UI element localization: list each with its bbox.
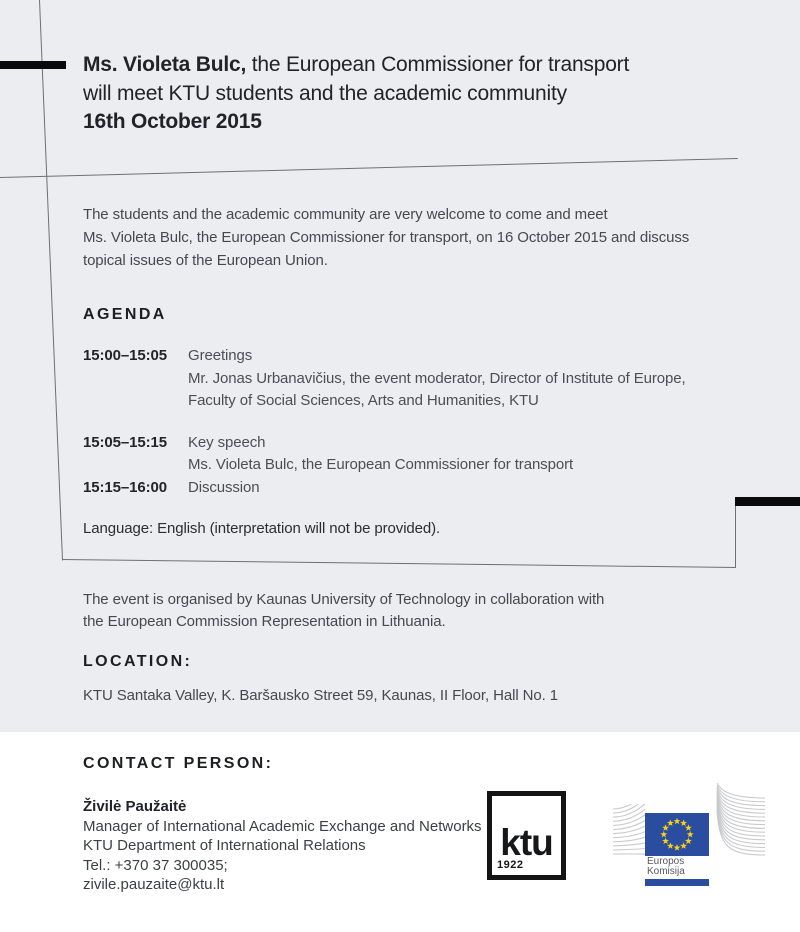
intro-line: The students and the academic community are very welcome to come and meet — [83, 206, 608, 223]
contact-role: Manager of International Academic Exchange and Networks — [83, 817, 482, 835]
contact-heading: CONTACT PERSON: — [83, 755, 274, 772]
title-line-1 — [83, 51, 629, 80]
intro-line: topical issues of the European Union. — [83, 252, 328, 269]
title-date: 16th October 2015 — [83, 110, 262, 133]
european-commission-logo — [613, 783, 769, 889]
agenda-item-title: Greetings — [188, 347, 253, 364]
organiser-line: the European Commission Representation in Lithuania. — [83, 613, 446, 630]
agenda-description — [188, 345, 686, 413]
agenda-list — [83, 345, 743, 499]
title-name: Ms. Violeta Bulc, — [83, 53, 247, 76]
contact-phone: Tel.: +370 37 300035; — [83, 856, 228, 874]
agenda-heading: AGENDA — [83, 306, 167, 323]
organiser-note — [83, 589, 604, 633]
ec-ribbon-left-icon — [613, 804, 645, 857]
page-title — [83, 51, 629, 137]
ktu-logo-year: 1922 — [497, 859, 524, 871]
ec-blue-bar — [645, 879, 709, 886]
agenda-item — [83, 477, 743, 500]
agenda-description — [188, 477, 260, 500]
agenda-item-detail: Mr. Jonas Urbanavičius, the event moderator, Director of Institute of Europe, — [188, 369, 686, 387]
intro-line: Ms. Violeta Bulc, the European Commissioner for transport, on 16 October 2015 and discuss — [83, 229, 690, 246]
eu-flag-icon — [645, 813, 709, 856]
organiser-line: The event is organised by Kaunas University of Technology in collaboration with — [83, 591, 605, 608]
language-note: Language: English (interpretation will not be provided). — [83, 520, 441, 537]
contact-email: zivile.pauzaite@ktu.lt — [83, 876, 225, 893]
agenda-item-title: Discussion — [188, 478, 260, 496]
ec-caption-line: Europos — [647, 856, 685, 867]
agenda-time: 15:00–15:05 — [83, 347, 167, 364]
title-line-2: will meet KTU students and the academic community — [83, 81, 567, 105]
ktu-logo-text: ktu — [500, 822, 553, 863]
ec-caption — [647, 857, 685, 877]
ec-caption-line: Komisija — [647, 865, 685, 877]
location-text: KTU Santaka Valley, K. Baršausko Street 59, Kaunas, II Floor, Hall No. 1 — [83, 687, 558, 704]
agenda-item — [83, 432, 743, 477]
contact-department: KTU Department of International Relations — [83, 837, 366, 854]
agenda-item-title: Key speech — [188, 433, 266, 451]
agenda-item-detail: Ms. Violeta Bulc, the European Commissioner for transport — [188, 456, 574, 473]
title-role: the European Commissioner for transport — [246, 53, 630, 76]
ktu-logo — [487, 791, 566, 880]
accent-bar-left — [0, 61, 66, 69]
location-heading: LOCATION: — [83, 653, 193, 670]
agenda-item-detail: Faculty of Social Sciences, Arts and Humanities, KTU — [188, 392, 539, 409]
intro-paragraph — [83, 203, 689, 272]
agenda-time: 15:15–16:00 — [83, 478, 167, 496]
frame-line-right — [735, 506, 736, 567]
contact-block — [83, 797, 482, 895]
agenda-time: 15:05–15:15 — [83, 433, 167, 451]
accent-bar-right — [735, 497, 800, 506]
agenda-description — [188, 432, 573, 477]
agenda-item — [83, 345, 743, 413]
contact-name: Živilė Paužaitė — [83, 798, 187, 815]
ec-ribbon-right-icon — [715, 783, 767, 859]
